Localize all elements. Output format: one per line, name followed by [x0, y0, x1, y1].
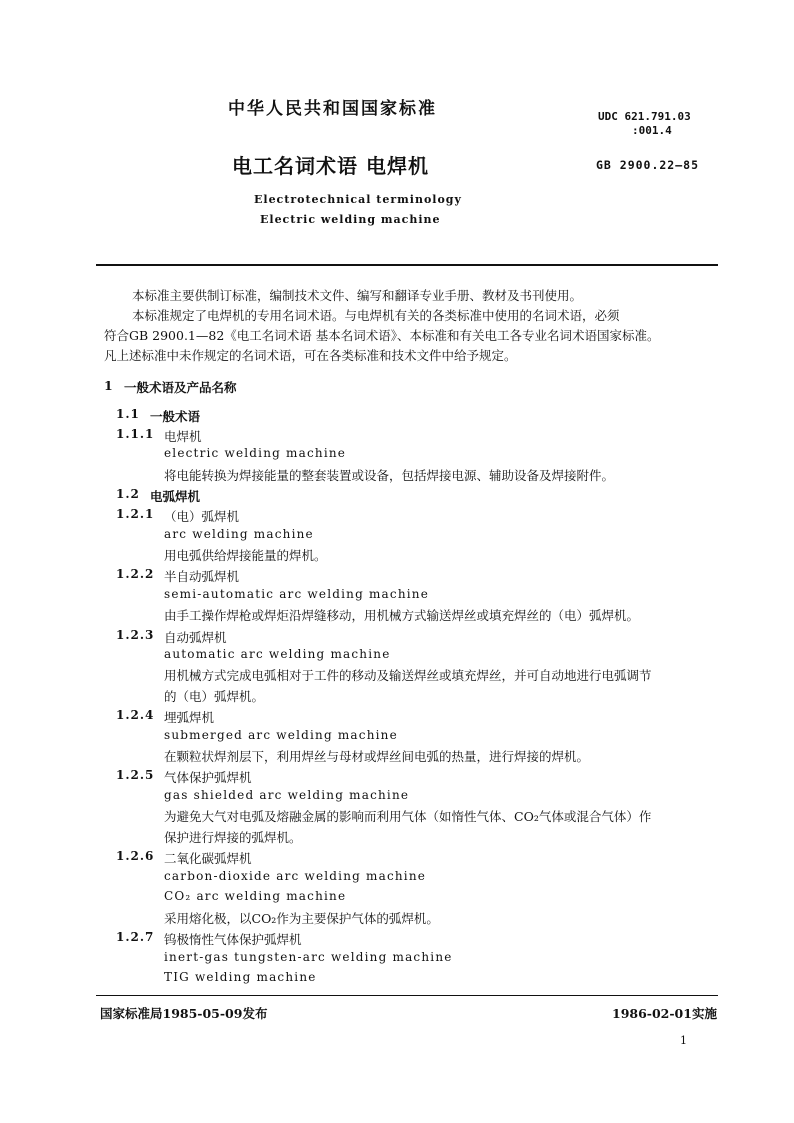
effective-date: 1986-02-01实施 — [612, 1006, 717, 1021]
term-en: arc welding machine — [164, 527, 314, 541]
term-number: 1.2.6 — [116, 849, 155, 863]
intro-paragraph-1: 本标准主要供制订标准，编制技术文件、编写和翻译专业手册、教材及书刊使用。 — [132, 288, 583, 303]
term-definition-cont: 的（电）弧焊机。 — [164, 689, 265, 704]
term-en-alt: TIG welding machine — [164, 970, 317, 984]
gb-number: GB 2900.22—85 — [596, 158, 700, 172]
term-definition: 在颗粒状焊剂层下，利用焊丝与母材或焊丝间电弧的热量，进行焊接的焊机。 — [164, 749, 590, 764]
subsection-number: 1.2 — [116, 487, 140, 501]
term-en: electric welding machine — [164, 446, 347, 460]
term-zh: 二氧化碳弧焊机 — [164, 851, 252, 866]
term-definition: 用电弧供给焊接能量的焊机。 — [164, 548, 327, 563]
term-number: 1.1.1 — [116, 427, 155, 441]
term-number: 1.2.7 — [116, 930, 155, 944]
term-definition-cont: 保护进行焊接的弧焊机。 — [164, 830, 302, 845]
term-zh: 气体保护弧焊机 — [164, 770, 252, 785]
subsection-number: 1.1 — [116, 407, 140, 421]
term-en: inert-gas tungsten-arc welding machine — [164, 950, 453, 964]
udc-code-suffix: :001.4 — [632, 124, 672, 137]
intro-paragraph-2: 本标准规定了电焊机的专用名词术语。与电焊机有关的各类标准中使用的名词术语，必须 — [132, 308, 620, 323]
term-definition: 由手工操作焊枪或焊炬沿焊缝移动，用机械方式输送焊丝或填充焊丝的（电）弧焊机。 — [164, 608, 640, 623]
term-definition: 为避免大气对电弧及熔融金属的影响而利用气体（如惰性气体、CO₂气体或混合气体）作 — [164, 809, 652, 824]
section-title: 一般术语及产品名称 — [124, 380, 237, 395]
term-definition: 将电能转换为焊接能量的整套装置或设备，包括焊接电源、辅助设备及焊接附件。 — [164, 468, 615, 483]
term-number: 1.2.1 — [116, 507, 155, 521]
term-number: 1.2.5 — [116, 768, 155, 782]
term-en: automatic arc welding machine — [164, 647, 391, 661]
issue-date: 国家标准局1985-05-09发布 — [100, 1006, 268, 1021]
term-zh: 埋弧焊机 — [164, 710, 215, 725]
term-en: carbon-dioxide arc welding machine — [164, 869, 427, 883]
term-number: 1.2.2 — [116, 567, 155, 581]
term-definition: 用机械方式完成电弧相对于工件的移动及输送焊丝或填充焊丝，并可自动地进行电弧调节 — [164, 668, 652, 683]
intro-paragraph-2-end: 凡上述标准中未作规定的名词术语，可在各类标准和技术文件中给予规定。 — [104, 348, 517, 363]
term-zh: 自动弧焊机 — [164, 630, 227, 645]
subsection-title: 一般术语 — [150, 409, 201, 424]
page-number: 1 — [680, 1034, 687, 1047]
document-title-en-line1: Electrotechnical terminology — [254, 193, 462, 206]
term-number: 1.2.3 — [116, 628, 155, 642]
term-en: submerged arc welding machine — [164, 728, 398, 742]
term-en-alt: CO₂ arc welding machine — [164, 889, 347, 903]
document-title-zh: 电工名词术语 电焊机 — [232, 154, 429, 178]
standard-name: 中华人民共和国国家标准 — [228, 99, 437, 119]
term-zh: （电）弧焊机 — [164, 509, 240, 524]
udc-code: UDC 621.791.03 — [598, 110, 691, 123]
term-number: 1.2.4 — [116, 708, 155, 722]
term-zh: 电焊机 — [164, 429, 202, 444]
document-title-en-line2: Electric welding machine — [260, 213, 441, 226]
term-en: gas shielded arc welding machine — [164, 788, 410, 802]
term-zh: 钨极惰性气体保护弧焊机 — [164, 932, 302, 947]
term-definition: 采用熔化极，以CO₂作为主要保护气体的弧焊机。 — [164, 911, 439, 926]
term-en: semi-automatic arc welding machine — [164, 587, 430, 601]
header-divider — [96, 264, 718, 266]
intro-paragraph-2-cont: 符合GB 2900.1—82《电工名词术语 基本名词术语》、本标准和有关电工各专业名词术语国家标准。 — [104, 328, 660, 343]
term-zh: 半自动弧焊机 — [164, 569, 240, 584]
section-number: 1 — [104, 378, 113, 393]
footer-divider — [96, 995, 718, 996]
subsection-title: 电弧焊机 — [150, 489, 201, 504]
